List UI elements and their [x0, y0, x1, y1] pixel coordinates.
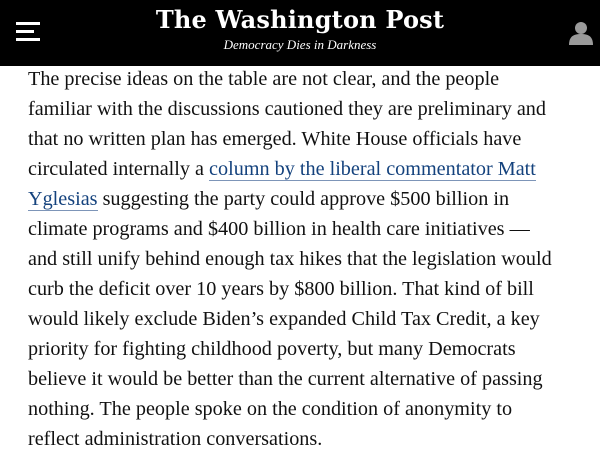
top-header-bar — [0, 0, 600, 66]
paragraph-line: priority for fighting childhood poverty, but many Democrats — [28, 338, 516, 360]
paragraph-text: circulated internally a — [28, 158, 210, 180]
paragraph-line: believe it would be better than the current alternative of passing — [28, 368, 543, 390]
article-body-paragraph — [28, 64, 588, 454]
paragraph-line: The precise ideas on the table are not clear, and the people — [28, 68, 500, 90]
paragraph-line: and still unify behind enough tax hikes that the legislation would — [28, 248, 552, 270]
paragraph-line — [28, 154, 588, 184]
paragraph-line: curb the deficit over 10 years by $800 billion. That kind of bill — [28, 278, 534, 300]
paragraph-line: familiar with the discussions cautioned they are preliminary and — [28, 98, 546, 120]
paragraph-line: nothing. The people spoke on the condition of anonymity to — [28, 398, 513, 420]
paragraph-line: reflect administration conversations. — [28, 428, 323, 450]
yglesias-column-link[interactable]: column by the liberal commentator Matt — [209, 158, 536, 180]
washington-post-logo[interactable]: The Washington Post — [155, 5, 445, 34]
masthead-tagline: Democracy Dies in Darkness — [223, 37, 377, 52]
paragraph-text: suggesting the party could approve $500 billion in — [97, 188, 510, 210]
user-account-icon[interactable] — [568, 20, 594, 46]
paragraph-line: climate programs and $400 billion in health care initiatives — — [28, 218, 530, 240]
paragraph-line: that no written plan has emerged. White House officials have — [28, 128, 522, 150]
paragraph-line — [28, 184, 588, 214]
yglesias-column-link-continued[interactable]: Yglesias — [28, 188, 98, 210]
masthead[interactable] — [0, 4, 600, 54]
paragraph-line: would likely exclude Biden’s expanded Child Tax Credit, a key — [28, 308, 540, 330]
